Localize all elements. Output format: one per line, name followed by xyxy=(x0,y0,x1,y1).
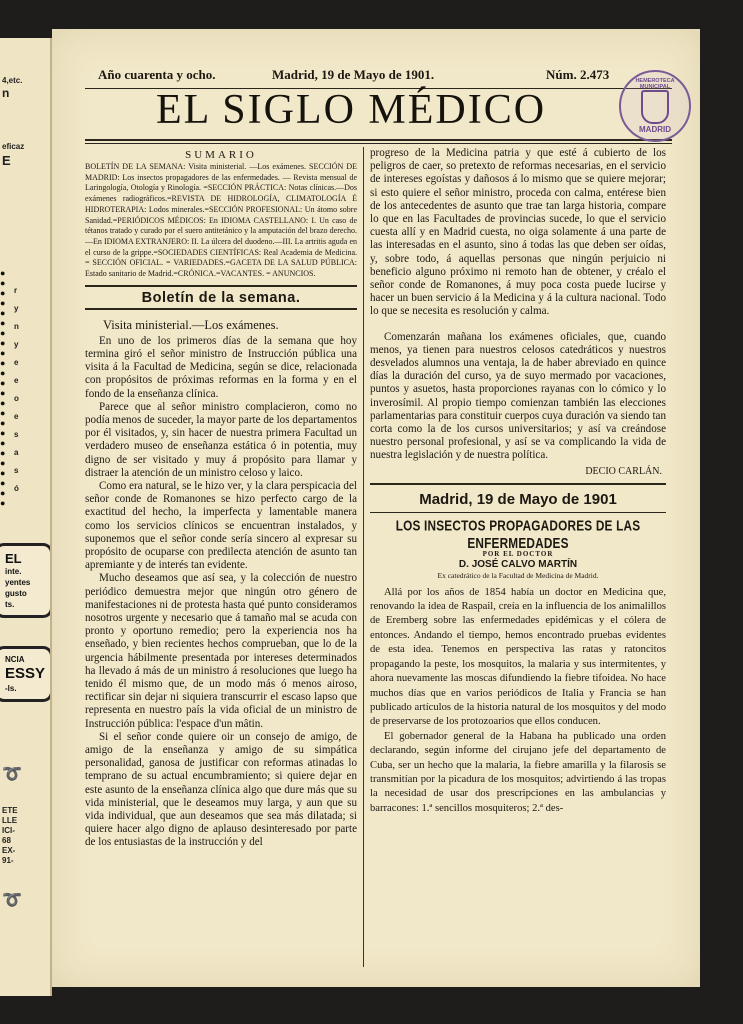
left-page-fragment: ETE LLE ICI- 68 EX- 91- xyxy=(2,806,18,865)
left-page-fragment: e xyxy=(14,376,19,385)
left-page-fragment: s xyxy=(14,466,19,475)
boletin-paragraph: Como era natural, se le hizo ver, y la clara perspicacia del señor conde de Romanones se hizo perfecto cargo de la exactitud del hecho, la imperfecta y lamentable manera como los servicios clínicos se encuentran instalados, y suponemos que el señor conde sería sincero al expresar su propósito de ocuparse con predilecta atención de asunto tan apremiante y de interés tan evidente. xyxy=(85,479,357,572)
left-page-ad-box: EL inte. yentes gusto ts. xyxy=(0,543,52,618)
left-page-ornament: ➰ xyxy=(2,892,22,909)
title-rule xyxy=(85,143,672,144)
right-column xyxy=(370,147,666,816)
left-page-fragment: y xyxy=(14,304,19,313)
left-page-fragment: 4,etc. xyxy=(2,76,23,85)
masthead-date: Madrid, 19 de Mayo de 1901. xyxy=(272,67,435,82)
article-byline: POR EL DOCTOR xyxy=(482,549,554,558)
article-paragraph: Allá por los años de 1854 había un doctor en Medicina que, renovando la idea de Raspail, creía en la influencia de los animalillos de Eremberg sobre las enfermedades epidémicas y el cólera de entonces. Andando el tiempo, hemos encontrado pruebas evidentes de esta idea. Tenemos en perspectiva las ratas y ratoncitos propagando la peste, los mosquitos, la malaria y sus intermitentes, y ahora nuevamente las moscas difundiendo la fiebre tifoidea. No hace muchos días que en varios periódicos de Italia y Francia se han publicado artículos de la historia natural de los mosquitos y del modo de preservarse de los protozoarios que ellos conducen. xyxy=(370,586,666,728)
masthead-year: Año cuarenta y ocho. xyxy=(98,67,216,82)
title-rule xyxy=(85,139,672,141)
left-page-ornament: ➰ xyxy=(2,766,22,783)
boletin-paragraph: Si el señor conde quiere oir un consejo de amigo, de amigo de la enseñanza y amigo de su simpática personalidad, ganosa de justificar con reformas atinadas lo temprano de su actual encumbramiento; si quiere dejar en este asunto de la enseñanza clínica algo que dure más que su vida ministerial, que le deseamos muy larga, y aun que su vida individual, que aun deseamos que sea más dilatada; si quiere hacer algo digno de aplauso desinteresado por parte de los entusiastas de la instrucción y del xyxy=(85,730,357,849)
column-separator xyxy=(363,147,364,967)
left-column xyxy=(85,147,357,850)
boletin-paragraph: Parece que al señor ministro complacieron, como no podía menos de suceder, la mayor parte de los departamentos por él visitados, y, sin hacer de nuestra primera Facultad un verdadero museo de enseñanza estática ó in potentia, muy digno de ser visitado y muy á propósito para llamar y distraer la atención de un ministro celoso y laico. xyxy=(85,400,357,479)
examenes-paragraph: Comenzarán mañana los exámenes oficiales, que, cuando menos, ya tienen para nuestros celosos catedráticos y nuestros desvelados alumnos una ventaja, la de haber abreviado en quince días la duración del curso, ya de suyo mermado por vacaciones, puntos y asuetos, hasta proporciones rayanas con lo cómico y lo inverosímil. Al propio tiempo comienzan también las elecciones parlamentarias para constituir cuerpos cuya duración va siendo tan corta como la de los cursos universitarios; y así va creándose nuestro personal profesional, y así se va complicando la vida de nuestra legislación y de nuestra política. xyxy=(370,330,666,462)
article-author: D. JOSÉ CALVO MARTÍN xyxy=(458,558,578,570)
signature: DECIO CARLÁN. xyxy=(585,465,662,477)
library-stamp: HEMEROTECA MUNICIPAL MADRID xyxy=(619,70,691,142)
left-facing-page xyxy=(0,38,52,996)
left-page-fragment: a xyxy=(14,448,19,457)
sumario-heading: SUMARIO xyxy=(185,149,257,161)
article-title: LOS INSECTOS PROPAGADORES DE LAS ENFERMEDADES xyxy=(395,516,641,552)
coat-of-arms-icon xyxy=(641,90,669,124)
left-page-fragment: y xyxy=(14,340,19,349)
boletin-subheading: Visita ministerial.—Los exámenes. xyxy=(103,317,279,332)
boletin-continuation-paragraph: progreso de la Medicina patria y que esté á cubierto de los peligros de caer, so pretexto de reformas necesarias, en el servicio de intereses egoístas y dañosos á lo mismo que se quiere mejorar; si esto quiere el señor ministro, proceda con calma, entérese bien de los antecedentes de asunto que trae tan larga historia, compare lo que en las Facultades de provincias sucede, lo que el servicio cuesta allí y en Madrid cuesta, no oiga solamente á una parte de las interesadas en el asunto, sino á todas las que deben ser oídas, y, sobre todo, á aquellas personas que ningún perjuicio ni beneficio alguno próximo ni remoto han de obtener, y créalo el señor conde de Romanones, á muy poca costa puede lucirse y hacer un buen servicio á la Medicina y á la cultura nacional. Todo lo que se necesita es resolución y calma. xyxy=(370,147,666,318)
left-page-fragment: o xyxy=(14,394,19,403)
section-date-heading: Madrid, 19 de Mayo de 1901 xyxy=(370,483,666,513)
left-page-fragment: E xyxy=(2,153,11,168)
boletin-paragraph: Mucho deseamos que así sea, y la colección de nuestro periódico demuestra mejor que ningún otro género de manifestaciones ni de protesta hasta qué punto consideramos nosotros urgente y necesario que á tamaño mal se acuda con pronto y oportuno remedio; pero la experiencia nos ha enseñado, y bien recientes hechos comprueban, que lo de la urgencia hábilmente presentada por intereses determinados ha llevado á más de un ministro á resoluciones que luego ha tenido él mismo que, de un modo más ó menos airoso, rectificar sin dejar ni siquiera transcurrir el escaso lapso que representa en nuestro país la vida oficial de un ministro de Instrucción pública: l'espace d'un mâtin. xyxy=(85,572,357,730)
left-page-fragment: s xyxy=(14,430,19,439)
left-page-fragment: n xyxy=(14,322,19,331)
left-page-fragment: n xyxy=(2,86,10,100)
left-page-fragment: e xyxy=(14,412,19,421)
left-page-fragment: ó xyxy=(14,484,19,493)
left-page-fragment: e xyxy=(14,358,19,367)
boletin-heading: Boletín de la semana. xyxy=(85,285,357,310)
left-page-fragment: eficaz xyxy=(2,142,25,151)
boletin-paragraph: En uno de los primeros días de la semana que hoy termina giró el señor ministro de Instrucción pública una visita á la Facultad de Medicina, según se dice, relacionada con propósitos de próximas reformas en la forma y en el fondo de la enseñanza clínica. xyxy=(85,334,357,400)
article-author-role: Ex catedrático de la Facultad de Medicina de Madrid. xyxy=(437,570,599,580)
left-page-ad-box: NCIA ESSY -ls. xyxy=(0,646,52,702)
article-paragraph: El gobernador general de la Habana ha publicado una orden declarando, según informe del cirujano jefe del departamento de Cuba, ser un hecho que la malaria, la fiebre amarilla y la filarosis se transmitían por la picadura de los mosquitos; advirtiendo á las tropas la necesidad de usar dos prescripciones en las ambulancias y barracones: 1.ª sencillos mosquiteros; 2.ª des- xyxy=(370,730,666,814)
left-page-fragment: r xyxy=(14,286,18,295)
page-title: EL SIGLO MÉDICO xyxy=(156,87,547,133)
sumario-text: BOLETÍN DE LA SEMANA: Visita ministerial. —Los exámenes. SECCIÓN DE MADRID: Los insectos propagadores de las enfermedades. — Revista mensual de Laringología, Otología y Rinología. =SECCIÓN PRÁCTICA: Notas clínicas.—Dos exámenes radiográficos.=REVISTA DE HIDROLOGÍA, CLIMATOLOGÍA É HIDROTERAPIA: Lodos minerales.=SECCIÓN PROFESIONAL: Un átomo sobre Sanidad.=PERIÓDICOS MÉDICOS: En IDIOMA CASTELLANO: I. Un caso de tétanos tratado y curado por el suero antitetánico y la amputación del brazo derecho.—En IDIOMA EXTRANJERO: II. La úlcera del duodeno.—III. La artritis aguda en el curso de la grippe.=SOCIEDADES CIENTÍFICAS: Real Academia de Medicina. = SECCIÓN OFICIAL. = VARIEDADES.=GACETA DE LA SALUD PÚBLICA: Estado sanitario de Madrid.=CRÓNICA.=VACANTES. = ANUNCIOS. xyxy=(85,162,357,279)
left-page-dotted-border: ● ● ● ● ● ● ● ● ● ● ● ● ● ● ● ● ● ● ● ● ● ● ● ● xyxy=(0,268,6,508)
newspaper-page xyxy=(52,29,700,987)
masthead-number: Núm. 2.473 xyxy=(546,67,610,82)
